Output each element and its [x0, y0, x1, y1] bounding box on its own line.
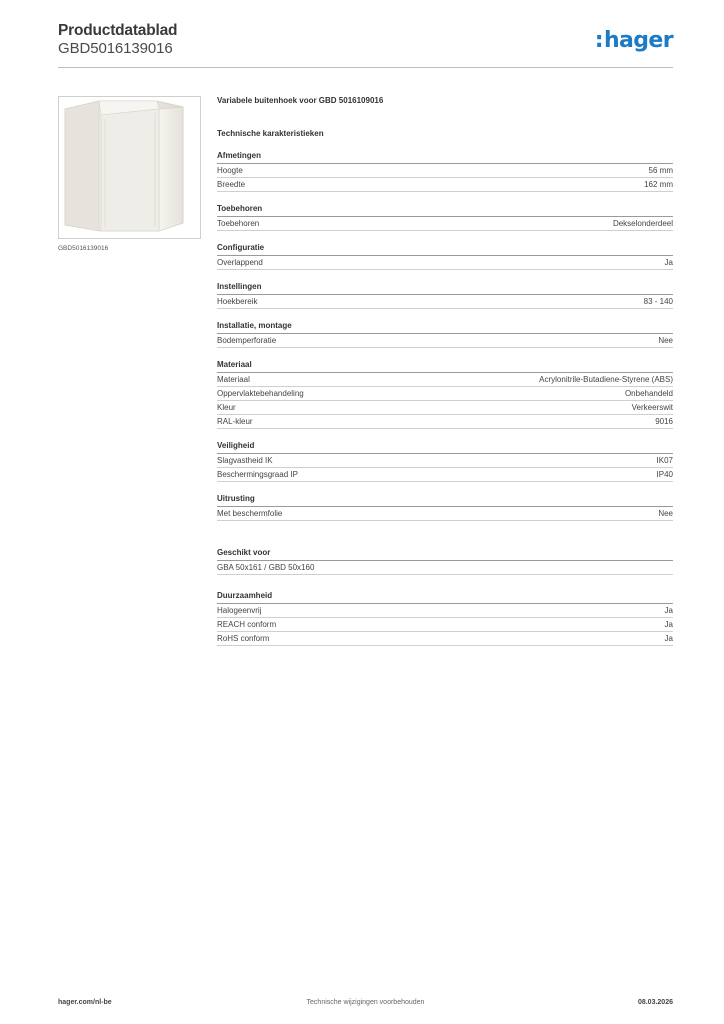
section-title: Configuratie [217, 243, 673, 256]
spec-value: Ja [664, 634, 673, 643]
spec-row [217, 164, 673, 178]
spec-section [217, 282, 673, 309]
spec-value: 83 - 140 [643, 297, 673, 306]
spec-row [217, 401, 673, 415]
spec-value: 9016 [655, 417, 673, 426]
spec-row [217, 561, 673, 575]
spec-value: Ja [664, 606, 673, 615]
spec-label: REACH conform [217, 620, 277, 629]
section-title: Afmetingen [217, 151, 673, 164]
spec-row [217, 415, 673, 429]
header-divider [58, 67, 673, 68]
page-header [58, 22, 673, 58]
spec-section [217, 243, 673, 270]
spec-label: Overlappend [217, 258, 263, 267]
technical-characteristics-title: Technische karakteristieken [217, 129, 324, 138]
spec-sections [217, 151, 673, 521]
spec-row [217, 454, 673, 468]
spec-value: 162 mm [644, 180, 673, 189]
spec-section [217, 204, 673, 231]
spec-value: IK07 [656, 456, 673, 465]
section-title: Instellingen [217, 282, 673, 295]
document-title: Productdatablad [58, 22, 178, 39]
product-description: Variabele buitenhoek voor GBD 5016109016 [217, 96, 384, 105]
spec-label: GBA 50x161 / GBD 50x160 [217, 563, 315, 572]
spec-label: Beschermingsgraad IP [217, 470, 298, 479]
section-title: Toebehoren [217, 204, 673, 217]
section-title: Installatie, montage [217, 321, 673, 334]
spec-row [217, 618, 673, 632]
spec-section [217, 360, 673, 429]
spec-label: Breedte [217, 180, 246, 189]
spec-row [217, 604, 673, 618]
logo-text: hager [603, 28, 673, 53]
section-title: Materiaal [217, 360, 673, 373]
section-title: Duurzaamheid [217, 591, 673, 604]
spec-label: RoHS conform [217, 634, 270, 643]
spec-row [217, 373, 673, 387]
spec-label: Materiaal [217, 375, 250, 384]
spec-label: Kleur [217, 403, 236, 412]
content-column [217, 96, 673, 646]
sustainability-section [217, 591, 673, 646]
spec-value: Onbehandeld [624, 389, 673, 398]
spec-label: Slagvastheid IK [217, 456, 273, 465]
spec-row [217, 295, 673, 309]
spec-value: Nee [658, 336, 673, 345]
spec-row [217, 217, 673, 231]
spec-label: Hoogte [217, 166, 243, 175]
image-caption: GBD5016139016 [58, 245, 109, 252]
spec-row [217, 334, 673, 348]
section-title: Veiligheid [217, 441, 673, 454]
spec-section [217, 321, 673, 348]
spec-row [217, 387, 673, 401]
suitable-section [217, 548, 673, 575]
spec-label: Oppervlaktebehandeling [217, 389, 304, 398]
spec-row [217, 507, 673, 521]
spec-label: RAL-kleur [217, 417, 253, 426]
hager-logo: :hager [594, 28, 673, 53]
product-photo-icon [59, 97, 200, 238]
spec-label: Bodemperforatie [217, 336, 277, 345]
spec-section [217, 494, 673, 521]
section-title: Uitrusting [217, 494, 673, 507]
spec-row [217, 256, 673, 270]
spec-section [217, 441, 673, 482]
spec-label: Toebehoren [217, 219, 260, 228]
product-image [58, 96, 201, 239]
spec-value: Nee [658, 509, 673, 518]
spec-label: Hoekbereik [217, 297, 258, 306]
spec-value: IP40 [656, 470, 673, 479]
spec-value: Verkeerswit [631, 403, 673, 412]
spec-value: Ja [664, 258, 673, 267]
spec-value: 56 mm [648, 166, 673, 175]
spec-row [217, 468, 673, 482]
spec-section [217, 151, 673, 192]
spec-value: Acrylonitrile-Butadiene-Styrene (ABS) [539, 375, 673, 384]
spec-value: Ja [664, 620, 673, 629]
footer-date: 08.03.2026 [637, 999, 673, 1006]
spec-value: Dekselonderdeel [612, 219, 673, 228]
section-title: Geschikt voor [217, 548, 673, 561]
footer-note: Technische wijzigingen voorbehouden [306, 999, 425, 1006]
spec-label: Met beschermfolie [217, 509, 283, 518]
spec-label: Halogeenvrij [217, 606, 262, 615]
spec-row [217, 178, 673, 192]
document-subtitle: GBD5016139016 [58, 40, 173, 57]
footer-website-link[interactable]: hager.com/nl-be [58, 999, 112, 1006]
spec-row [217, 632, 673, 646]
